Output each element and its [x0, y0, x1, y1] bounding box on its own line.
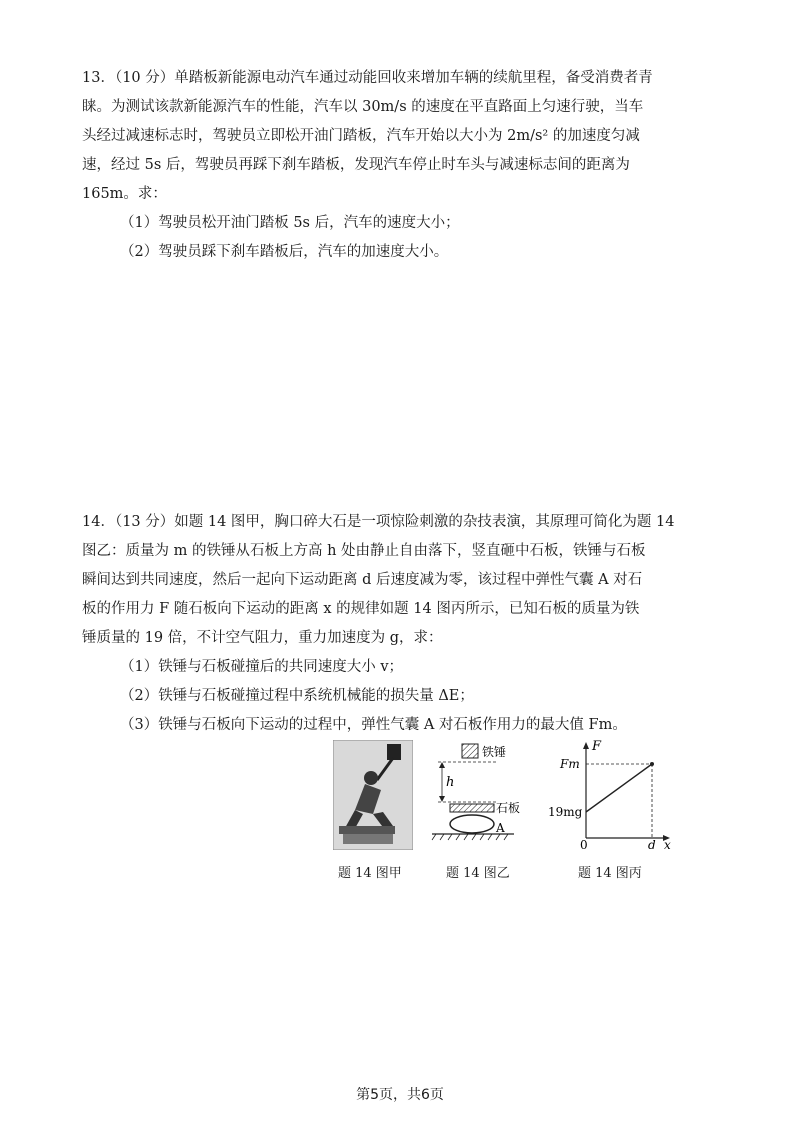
question-14	[82, 508, 732, 740]
figure-bing-graph	[548, 738, 678, 850]
Fm-label: Fm	[560, 757, 580, 771]
h-label: h	[446, 775, 455, 790]
q14-line: 瞬间达到共同速度，然后一起向下运动距离 d 后速度减为零，该过程中弹性气囊 A 对石	[82, 572, 643, 588]
q13-line: 13．（10 分）单踏板新能源电动汽车通过动能回收来增加车辆的续航里程，备受消费者青	[82, 70, 653, 86]
slab-label: 石板	[496, 801, 521, 815]
question-13	[82, 64, 732, 267]
caption-bing: 题 14 图丙	[578, 866, 642, 881]
airbag-label: A	[496, 821, 505, 835]
origin-label: 0	[580, 838, 588, 850]
q13-line: 165m。求：	[82, 186, 167, 202]
q13-line: 速，经过 5s 后，驾驶员再踩下刹车踏板，发现汽车停止时车头与减速标志间的距离为	[82, 157, 630, 173]
q13-line: 睐。为测试该款新能源汽车的性能，汽车以 30m/s 的速度在平直路面上匀速行驶，当车	[82, 99, 644, 115]
hammer-label: 铁锤	[482, 745, 507, 759]
q13-sub-2: （2）驾驶员踩下刹车踏板后，汽车的加速度大小。	[120, 244, 449, 260]
q14-line: 图乙：质量为 m 的铁锤从石板上方高 h 处由静止自由落下，竖直砸中石板，铁锤与石板	[82, 543, 646, 559]
q14-line: 锤质量的 19 倍，不计空气阻力，重力加速度为 g，求：	[82, 630, 443, 646]
F-axis-label: F	[592, 739, 602, 754]
q14-line: 板的作用力 F 随石板向下运动的距离 x 的规律如题 14 图丙所示，已知石板的质量为铁	[82, 601, 640, 617]
caption-yi: 题 14 图乙	[446, 866, 510, 881]
q14-line: 14．（13 分）如题 14 图甲，胸口碎大石是一项惊险刺激的杂技表演，其原理可简化为题 14	[82, 514, 675, 530]
d-label: d	[648, 838, 656, 850]
q14-sub-1: （1）铁锤与石板碰撞后的共同速度大小 v；	[120, 659, 404, 675]
q14-sub-2: （2）铁锤与石板碰撞过程中系统机械能的损失量 ΔE；	[120, 688, 474, 704]
page-footer: 第5页，共6页	[356, 1087, 444, 1103]
q13-sub-1: （1）驾驶员松开油门踏板 5s 后，汽车的速度大小；	[120, 215, 460, 231]
airbag	[450, 815, 494, 833]
slab	[450, 804, 494, 812]
figure-jia-photo	[333, 740, 413, 850]
q14-sub-3: （3）铁锤与石板向下运动的过程中，弹性气囊 A 对石板作用力的最大值 Fm。	[120, 717, 627, 733]
x-axis-label: x	[664, 838, 671, 850]
force-line	[586, 764, 652, 812]
caption-jia: 题 14 图甲	[338, 866, 402, 881]
q13-line: 头经过减速标志时，驾驶员立即松开油门踏板，汽车开始以大小为 2m/s² 的加速度匀减	[82, 128, 640, 144]
hammer-block	[462, 744, 478, 758]
mg-label: 19mg	[548, 805, 583, 819]
figure-yi-schematic	[428, 740, 538, 850]
